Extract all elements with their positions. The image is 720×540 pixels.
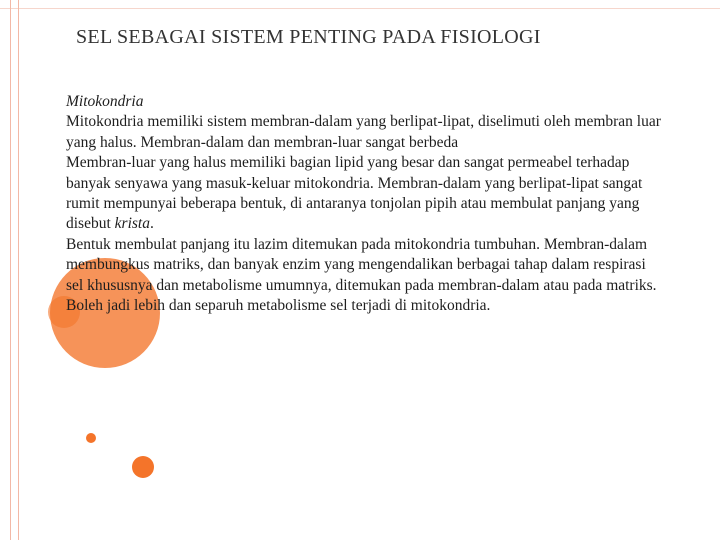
paragraph: Mitokondria memiliki sistem membran-dalam yang berlipat-lipat, diselimuti oleh membran luar yang halus. Membran-dalam dan membran-luar sangat berbeda <box>66 113 661 151</box>
decorative-vertical-line <box>18 0 19 540</box>
decorative-top-line <box>0 8 720 9</box>
slide-title: SEL SEBAGAI SISTEM PENTING PADA FISIOLOGI <box>76 26 541 48</box>
paragraph: Bentuk membulat panjang itu lazim ditemukan pada mitokondria tumbuhan. Membran-dalam membungkus matriks, dan banyak enzim yang mengendalikan berbagai tahap dalam respirasi sel khususnya dan metabolisme umumnya, ditemukan pada membran-dalam atau pada matriks. Boleh jadi lebih dan separuh metabolisme sel terjadi di mitokondria. <box>66 235 657 315</box>
slide-content <box>66 92 666 316</box>
section-heading: Mitokondria <box>66 93 144 110</box>
term-krista: krista <box>114 215 150 233</box>
decorative-vertical-line <box>10 0 11 540</box>
paragraph-text: Membran-luar yang halus memiliki bagian lipid yang besar dan sangat permeabel terhadap banyak senyawa yang masuk-keluar mitokondria. Membran-dalam yang berlipat-lipat sangat rumit mempunyai beberapa bentuk, di antaranya tonjolan pipih atau membulat panjang yang disebut <box>66 154 643 233</box>
decorative-circle-small <box>132 456 154 478</box>
paragraph <box>66 153 666 235</box>
paragraph-text: . <box>149 215 154 233</box>
decorative-circle-small <box>86 433 96 443</box>
